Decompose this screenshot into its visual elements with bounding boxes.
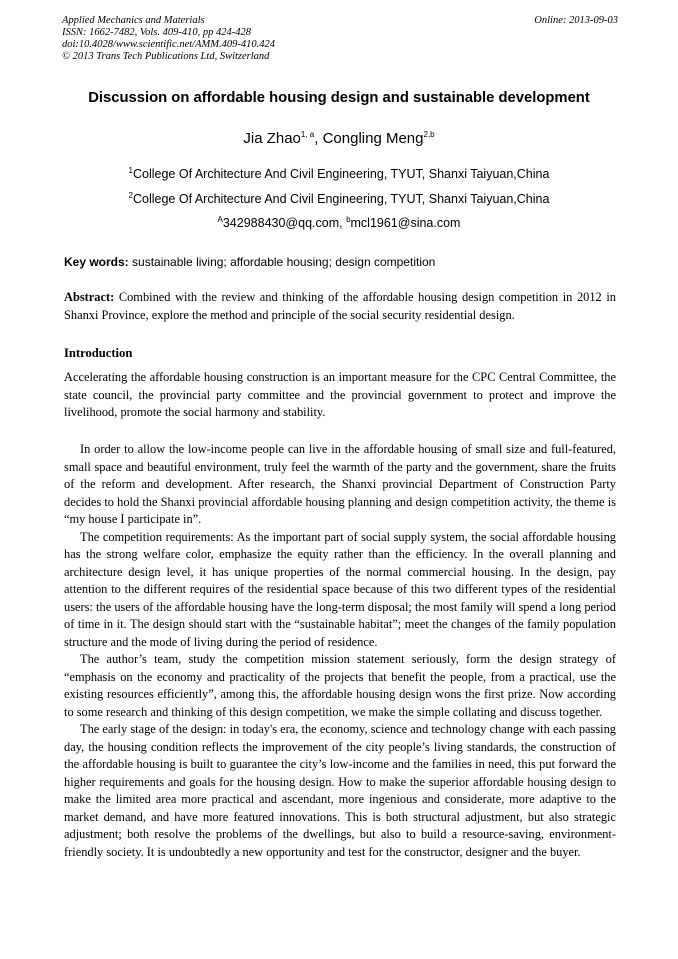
journal-name: Applied Mechanics and Materials xyxy=(62,15,205,26)
abstract xyxy=(64,289,616,324)
journal-copyright: © 2013 Trans Tech Publications Ltd, Switzerland xyxy=(62,51,270,62)
keywords-label: Key words: xyxy=(64,255,129,269)
author-1-superscript: 1, a xyxy=(300,130,315,139)
journal-header xyxy=(62,15,618,63)
intro-paragraph-2: In order to allow the low-income people can live in the affordable housing of small size and full-featured, small space and beautiful environment, truly feel the warmth of the party and the government, share the fruits of the reform and development. After research, the Shanxi provincial Department of Construction Party decides to hold the Shanxi provincial affordable housing planning and design competition activity, the theme is “my house I participate in”. xyxy=(64,442,616,526)
author-line xyxy=(40,130,638,147)
abstract-label: Abstract: xyxy=(64,290,115,304)
email-a: 342988430@qq.com, xyxy=(222,216,347,230)
email-a-superscript: A xyxy=(217,214,223,224)
abstract-text: Combined with the review and thinking of the affordable housing design competition in 2012 in Shanxi Province, explore the method and principle of the social security residential design. xyxy=(64,290,616,322)
author-1: Jia Zhao xyxy=(243,130,301,147)
paper-title: Discussion on affordable housing design and sustainable development xyxy=(88,90,590,106)
intro-body xyxy=(64,441,616,861)
intro-paragraph-1 xyxy=(64,369,616,422)
affiliation-2 xyxy=(40,192,638,206)
affiliation-2-superscript: 2 xyxy=(128,190,133,200)
intro-paragraph-3: The competition requirements: As the important part of social supply system, the social affordable housing has the strong welfare color, emphasize the equity rather than the efficiency. In the overall planning and architecture design level, it has unique properties of the normal commercial housing. In the design, pay attention to the different requires of the residential space because of this two different types of the residential users: the users of the affordable housing have the long-term disposal; the most family will spend a long period of time in it. The design should start with the “sustainable habitat”; meet the changes of the family population structure and the mode of living during the period of residence. xyxy=(64,529,616,649)
affiliation-2-text: College Of Architecture And Civil Engineering, TYUT, Shanxi Taiyuan,China xyxy=(133,192,550,206)
keywords xyxy=(64,255,616,269)
intro-paragraph-1-text: Accelerating the affordable housing construction is an important measure for the CPC Central Committee, the state council, the provincial party committee and the provincial government to protect and improve the livelihood, promote the social harmony and stability. xyxy=(64,370,616,419)
keywords-text: sustainable living; affordable housing; design competition xyxy=(128,255,436,269)
affiliation-1-superscript: 1 xyxy=(128,165,133,175)
author-separator: , xyxy=(314,130,323,147)
author-emails xyxy=(40,216,638,230)
intro-paragraph-4: The author’s team, study the competition mission statement seriously, form the design strategy of “emphasis on the economy and practicality of the projects that benefit the people, from a practical, use the existing resources efficiently”, among this, the affordable housing design wons the first prize. Now according to some research and thinking of this design competition, we make the simple collating and discuss together. xyxy=(64,652,616,719)
email-b: mcl1961@sina.com xyxy=(350,216,461,230)
author-2-superscript: 2,b xyxy=(423,130,435,139)
journal-doi: doi:10.4028/www.scientific.net/AMM.409-410.424 xyxy=(62,39,275,50)
section-heading-introduction: Introduction xyxy=(64,346,133,360)
affiliation-1-text: College Of Architecture And Civil Engineering, TYUT, Shanxi Taiyuan,China xyxy=(133,167,550,181)
affiliation-1 xyxy=(40,167,638,181)
online-date: Online: 2013-09-03 xyxy=(534,15,618,26)
journal-issn: ISSN: 1662-7482, Vols. 409-410, pp 424-428 xyxy=(62,27,251,38)
email-b-superscript: b xyxy=(346,214,351,224)
intro-paragraph-5: The early stage of the design: in today's era, the economy, science and technology change with each passing day, the housing condition reflects the improvement of the city people’s living standards, the construction of the affordable housing is built to guarantee the city’s low-income and the families in need, this put forward the higher requirements and goals for the housing design. How to make the superior affordable housing design to make the limited area more practical and ascendant, more ingenious and considerate, more adaptive to the market demand, and have more featured innovations. This is both structural adjustment, but also strategic adjustment; both resolve the problems of the dwellings, but also to build a resource-saving, environment-friendly society. It is undoubtedly a new opportunity and test for the constructor, designer and the buyer. xyxy=(64,722,616,859)
author-2: Congling Meng xyxy=(322,130,424,147)
